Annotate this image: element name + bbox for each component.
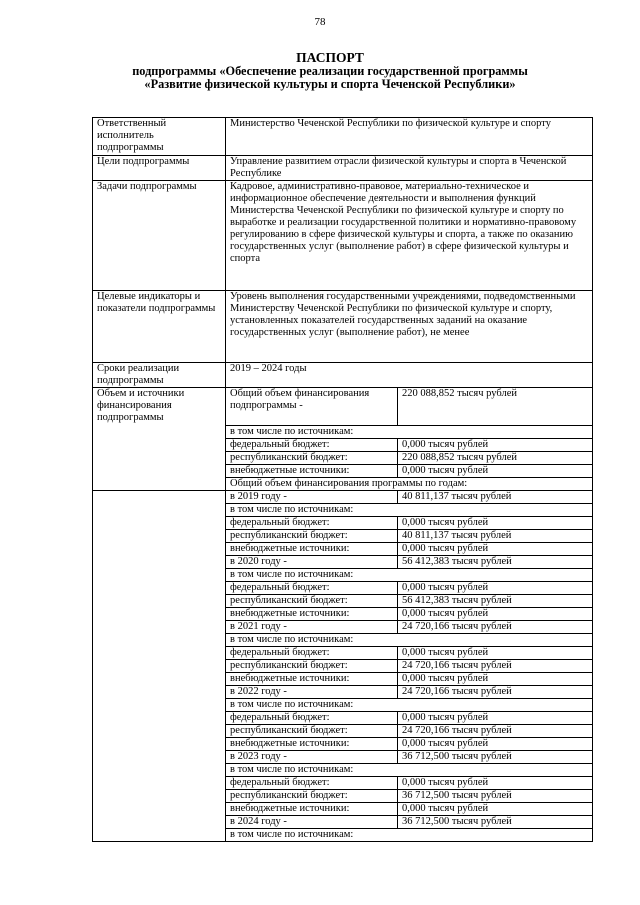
extra-value: 0,000 тысяч рублей — [398, 465, 593, 478]
year-total-value: 40 811,137 тысяч рублей — [398, 491, 593, 504]
year-total-value: 36 712,500 тысяч рублей — [398, 816, 593, 829]
year-sources-heading: в том числе по источникам: — [226, 634, 593, 647]
republic-value: 220 088,852 тысяч рублей — [398, 452, 593, 465]
year-total-value: 24 720,166 тысяч рублей — [398, 621, 593, 634]
funding-total-label: Общий объем финансирования подпрограммы - — [226, 388, 398, 426]
republic-label: республиканский бюджет: — [226, 725, 398, 738]
title-line-2: «Развитие физической культуры и спорта Чеченской Республики» — [144, 77, 516, 91]
federal-value: 0,000 тысяч рублей — [398, 777, 593, 790]
republic-value: 24 720,166 тысяч рублей — [398, 660, 593, 673]
federal-value: 0,000 тысяч рублей — [398, 712, 593, 725]
title-main: ПАСПОРТ — [296, 50, 364, 65]
row-value: Министерство Чеченской Республики по физической культуре и спорту — [226, 118, 593, 156]
empty-label-cell — [93, 491, 226, 842]
federal-value: 0,000 тысяч рублей — [398, 647, 593, 660]
republic-value: 40 811,137 тысяч рублей — [398, 530, 593, 543]
title-line-1: подпрограммы «Обеспечение реализации государственной программы — [132, 64, 528, 78]
year-label: в 2019 году - — [226, 491, 398, 504]
year-label: в 2021 году - — [226, 621, 398, 634]
table-row — [93, 363, 593, 388]
year-sources-heading: в том числе по источникам: — [226, 764, 593, 777]
republic-value: 36 712,500 тысяч рублей — [398, 790, 593, 803]
year-label: в 2023 году - — [226, 751, 398, 764]
extra-label: внебюджетные источники: — [226, 803, 398, 816]
year-sources-heading: в том числе по источникам: — [226, 569, 593, 582]
federal-label: федеральный бюджет: — [226, 712, 398, 725]
row-value: Управление развитием отрасли физической культуры и спорта в Чеченской Республике — [226, 156, 593, 181]
federal-label: федеральный бюджет: — [226, 517, 398, 530]
row-label: Объем и источники финансирования подпрограммы — [93, 388, 226, 491]
extra-label: внебюджетные источники: — [226, 738, 398, 751]
table-row — [93, 181, 593, 291]
extra-value: 0,000 тысяч рублей — [398, 803, 593, 816]
extra-label: внебюджетные источники: — [226, 673, 398, 686]
republic-label: республиканский бюджет: — [226, 530, 398, 543]
row-label: Ответственный исполнитель подпрограммы — [93, 118, 226, 156]
year-total-value: 56 412,383 тысяч рублей — [398, 556, 593, 569]
year-sources-heading: в том числе по источникам: — [226, 829, 593, 842]
federal-value: 0,000 тысяч рублей — [398, 439, 593, 452]
year-label: в 2020 году - — [226, 556, 398, 569]
republic-label: республиканский бюджет: — [226, 595, 398, 608]
row-value: 2019 – 2024 годы — [226, 363, 593, 388]
federal-label: федеральный бюджет: — [226, 777, 398, 790]
year-label: в 2024 году - — [226, 816, 398, 829]
row-value: Кадровое, административно-правовое, материально-техническое и информационное обеспечение деятельности и выполнения функций Министерства Чеченской Республики по физической культуре и спорту по выработке и реализации государственной политики и нормативно-правовому регулированию в сфере физической культуры и спорта, а также по оказанию государственных услуг (выполнение работ) в сфере физической культуры и спорта — [226, 181, 593, 291]
table-row — [93, 491, 593, 504]
funding-sources-heading: в том числе по источникам: — [226, 426, 593, 439]
extra-value: 0,000 тысяч рублей — [398, 543, 593, 556]
table-row — [93, 118, 593, 156]
federal-label: федеральный бюджет: — [226, 582, 398, 595]
year-sources-heading: в том числе по источникам: — [226, 699, 593, 712]
extra-label: внебюджетные источники: — [226, 608, 398, 621]
extra-value: 0,000 тысяч рублей — [398, 608, 593, 621]
federal-value: 0,000 тысяч рублей — [398, 582, 593, 595]
passport-table — [92, 117, 593, 842]
funding-total-value: 220 088,852 тысяч рублей — [398, 388, 593, 426]
table-row — [93, 156, 593, 181]
row-value: Уровень выполнения государственными учреждениями, подведомственными Министерству Чеченской Республики по физической культуре и спорту, установленных показателей государственных заданий на оказание государственных услуг (выполнение работ), не менее — [226, 291, 593, 363]
year-label: в 2022 году - — [226, 686, 398, 699]
extra-value: 0,000 тысяч рублей — [398, 673, 593, 686]
extra-value: 0,000 тысяч рублей — [398, 738, 593, 751]
federal-value: 0,000 тысяч рублей — [398, 517, 593, 530]
federal-label: федеральный бюджет: — [226, 439, 398, 452]
funding-years-heading: Общий объем финансирования программы по годам: — [226, 478, 593, 491]
republic-value: 56 412,383 тысяч рублей — [398, 595, 593, 608]
row-label: Цели подпрограммы — [93, 156, 226, 181]
republic-value: 24 720,166 тысяч рублей — [398, 725, 593, 738]
extra-label: внебюджетные источники: — [226, 465, 398, 478]
republic-label: республиканский бюджет: — [226, 452, 398, 465]
year-sources-heading: в том числе по источникам: — [226, 504, 593, 517]
row-label: Задачи подпрограммы — [93, 181, 226, 291]
document-title — [60, 50, 600, 91]
extra-label: внебюджетные источники: — [226, 543, 398, 556]
republic-label: республиканский бюджет: — [226, 790, 398, 803]
year-total-value: 24 720,166 тысяч рублей — [398, 686, 593, 699]
year-total-value: 36 712,500 тысяч рублей — [398, 751, 593, 764]
federal-label: федеральный бюджет: — [226, 647, 398, 660]
republic-label: республиканский бюджет: — [226, 660, 398, 673]
row-label: Сроки реализации подпрограммы — [93, 363, 226, 388]
table-row — [93, 388, 593, 426]
row-label: Целевые индикаторы и показатели подпрограммы — [93, 291, 226, 363]
table-row — [93, 291, 593, 363]
page-number: 78 — [314, 16, 326, 28]
